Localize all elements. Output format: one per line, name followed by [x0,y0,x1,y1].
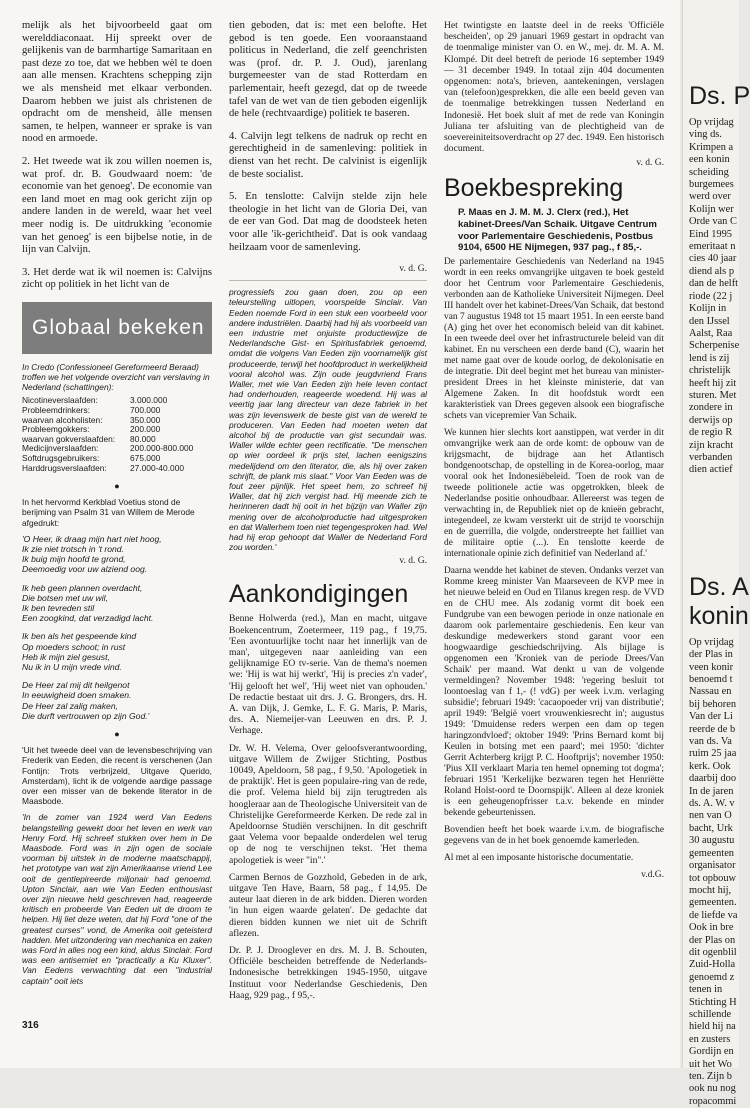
next-page-column-2 [689,637,739,1108]
stats-value: 80.000 [130,433,156,444]
next-page-line: dien actief [689,464,733,476]
next-page-line: ving ds. [689,129,722,141]
stats-label: Probleemgokkers: [22,424,90,435]
next-page-line: veen konir [689,661,734,673]
col1-text-top [22,20,212,292]
next-page-line: cies 40 jaar [689,253,737,265]
next-page-line: den IJssel [689,315,730,327]
review-paragraph: Bovendien heeft het boek waarde i.v.m. de biografische gegevens van de in het boek genoemde kamerleden. [444,824,664,846]
ford-signature: v. d. G. [399,556,427,567]
poem-line: Ik heb geen plannen overdacht, [22,582,143,593]
column-3 [444,20,664,1040]
next-page-line: Ook in bre [689,922,734,934]
stats-value: 27.000-40.000 [130,462,185,473]
poem-line: In eeuwigheid doen smaken. [22,690,132,701]
announcement-item: Dr. P. J. Drooglever en drs. M. J. B. Schouten, Officiële bescheiden betreffende de Nederlands-Indonesische betrekkingen 1945-1950, uitgave Instituut voor Nederlandse Geschiedenis, Den Haag, 929 pag., f 95,-. [229,945,427,1001]
stats-value: 700.000 [130,405,161,416]
next-page-line: organisator [689,860,736,872]
next-page-line: werd over [689,191,731,203]
ford-quote-continued: progressiefs zou gaan doen, zou op een teleurstelling uitlopen, voorspelde Sinclair. Van Eeden noemde Ford in een stuk een voorbeeld voor andere industriëlen. Daarbij had hij als voorbeeld van een industrie met onjuiste productiewijze de Nederlandsche Gist- en Spiritusfabriek genoemd, omdat die volgens Van Eeden zijn voornamelijk gist produceerde, terwijl het hoofdproduct in werkelijkheid vooral alcohol was. Zijn oude jeugdvriend Frans Waller, met wie Van Eeden zijn hele leven contact had onderhouden, reageerde woedend. Hij was al veertig jaar lang directeur van deze fabriek in het was zijn levenswerk de beste gist van de wereld te produceren. Van Eeden had moeten weten dat alcohol bij de productie van gist secundair was. Waller wilde echter geen rectificatie. "De menschen op wier oordeel ik prijs stel, lachen eenigszins medelijdend om den literator, die, als hij over zaken schrijft, de plank mis slaat." Voor Van Eeden was de fout zeer pijnlijk. Het speet hem, zo schreef hij Waller, dat hij zich vergist had. Hij meende zich te herinneren dadt hij ooit in het bijzijn van Waller zijn mening over de alcoholproductie had uitgesproken en dat Wallerhem toen niet tegengesproken had. Wel had hij erop gehoopt dat Waller de Nederland Ford zou worden.' [229,287,427,553]
review-paragraph: De parlementaire Geschiedenis van Nederland na 1945 wordt in een reeks omvangrijke uitgaven te boek gesteld door het Centrum voor Parlementaire Geschiedenis, verbonden aan de Katholieke Universiteit Nijmegen. Deel III handelt over het kabinet-Drees/Van Schaik, dat bestond van 7 augustus 1948 tot 15 maart 1951. In een eerste band (A) ging het over het economisch beleid van dit kabinet. In een tweede deel over het infrastructurele beleid van dit kabinet. En nu verscheen een derde band (C), waarin het met name gaat over de koude oorlog, de dekolonisatie en de integratie. Dit deel begint met het bureau van minister-president Drees in het kleinste ministerie, dat van Algemene Zaken. In dit hoofdstuk wordt een karakteristiek van Drees gegeven alsook een biografische schets van vicepremier Van Schaik. [444,256,664,421]
stats-value: 200.000-800.000 [130,443,194,454]
next-page-line: ten. Zijn b [689,1071,732,1082]
poem-line: Ik ben tevreden stil [22,603,95,614]
poem-line: 'O Heer, ik draag mijn hart niet hoog, [22,533,162,544]
next-page-line: de regio R [689,427,733,439]
paragraph: 4. Calvijn legt telkens de nadruk op recht en gerechtigheid in de samenleving: politiek in dienst van het recht. De calvinist is eigenlijk de beste socialist. [229,130,427,180]
next-page-line: uit het Wo [689,1058,732,1070]
review-paragraph: Daarna wendde het kabinet de steven. Ondanks verzet van Romme kreeg minister Van Maarseveen de KVP mee in het nieuwe beleid en Oud en Tilanus kregen resp. de VVD en de CHU mee. Als zodanig vormt dit boek een Fundgrube van een bewogen periode in onze nationale en daarom ook parlementaire geschiedenis. Een keur van deskundige medewerkers stond garant voor een hoogwaardige geschiedschrijving. Als bijlage is opgenomen een 'Kroniek van de periode Drees/Van Schaik' per maand. Wat denkt u van de volgende vermeldingen? November 1948: 'regering besluit tot loontoeslag van f 1,- (! vdG) per week i.v.m. verlaging subsidie'; februari 1949: 'cacaopoeder vrij van distributie'; april 1949: 'België voert vrouwenkiesrecht in'; augustus 1949: 'Dmuidense reders werpen een dam op tegen haringzondvloed'; oktober 1949: 'Prins Bernard komt bij Keulen in botsing met een paard'; mei 1950: 'dichter Gerrit Achterberg krijgt P. C. Hooftprijs'; november 1950: 'Pius XII verklaart Maria ten hemel opneming tot dogma'; februari 1951 'Kerkelijke bezwaren tegen het Henriëtte Roland Holst-oord te Doornspijk'. Alleen al deze kroniek is een geheugenopfrisser t.a.v. bekende en minder bekende gebeurtenissen. [444,565,664,818]
boekbespreking-book-info: P. Maas en J. M. M. J. Clerx (red.), Het kabinet-Drees/Van Schaik. Uitgave Centrum voor Parlementaire Geschiedenis, Postbus 9104, 6500 HE Nijmegen, 937 pag., f 85,-. [458,207,657,254]
addiction-stats-table [22,396,193,473]
section-bullet-2: ● [114,729,120,740]
next-page-line: tot opbouw [689,872,737,884]
next-page-line: lend is zij [689,352,730,364]
next-page-line: genoemd z [689,971,735,983]
next-page-line: zondere in [689,402,733,414]
next-page-line: christelijk [689,365,731,377]
next-page-line: en zusters [689,1033,731,1045]
next-page-line: reerde de b [689,723,736,735]
globaal-bekeken-title: Globaal bekeken [32,315,205,339]
stats-label: Medicijnverslaafden: [22,443,99,454]
col2-signature: v. d. G. [399,264,427,275]
announcement-item: Dr. W. H. Velema, Over geloofsverantwoording, uitgave Willem de Zwijger Stichting, Postbus 10049, Apeldoorn, 58 pag., f 9,50. 'Apologetiek in de praktijk'. Het is geen populaire-ring van de rede, die prof. Velema hield bij zijn terugtreden als hoogleraar aan de Theologische Universiteit van de Christelijke Gereformeerde Kerken. De rede zal in Apeldoornse Studiën verschijnen. In dit geschrift gaat Velema voor bepaalde onderdelen wel terug op de nog te verschijnen tekst. 'Het thema apologetiek is weer "in".' [229,742,427,866]
next-page-line: benoemd t [689,674,733,685]
kerkblad-intro: In het hervormd Kerkblad Voetius stond de berijming van Psalm 31 van Willem de Merode afgedrukt: [22,497,195,528]
next-page-line: Op vrijdag [689,636,734,648]
paragraph: 2. Het tweede wat ik zou willen noemen is, wat prof. dr. B. Goudwaard noem: 'de economie van het genoeg'. De economie van een land moet en mag ook gericht zijn op andere landen in de wereld, waar het veel meer nodig is. De uitdrukking 'economie van het genoeg' is een bijbelse notie, in de lijn van Calvijn. [22,155,212,256]
stats-value: 200.000 [130,424,161,435]
next-page-line: Nassau en [689,686,732,698]
paragraph: melijk als het bijvoorbeeld gaat om werelddiaconaat. Hij spreekt over de gelijkenis van de barmhartige Samaritaan en past deze zo toe, dat we hebben wèl te doen aan alle mensen. Krachtens schepping zijn we als mensheid met elkaar verbonden. Daarom hebben we juist als christenen de opdracht om de mensheid, àlle mensen samen, te helpen, wanneer er sprake is van nood en armoede. [22,20,212,145]
next-page-line: der Plas on [689,934,736,946]
stats-value: 3.000.000 [130,395,168,406]
column-2 [229,20,427,1040]
boekbespreking-heading: Boekbespreking [444,174,624,203]
boekbespreking-signature: v.d.G. [641,869,664,880]
next-page-line: Eind 1995 [689,228,733,240]
poem-line: Ik buig mijn hoofd te grond, [22,554,126,565]
next-page-heading-1: Ds. P [689,82,750,110]
poem-line: Ik ben als het gespeende kind [22,631,137,642]
next-page-line: hield hij na [689,1021,736,1033]
next-page-line: riode (22 j [689,290,733,302]
announcement-item: Benne Holwerda (red.), Man en macht, uitgave Boekencentrum, Zoetermeer, 119 pag., f 19,75. 'Een avontuurlijke tocht naar het innerlijk van de man', uitgegeven naar aanleiding van een gelijknamige EO tv-serie. Van de thema's noemen we: 'Hij is wat hij werkt', 'Hij is precies z'n vader', 'Hij gelooft het wel', 'Hij weet niet van ophouden.' De redactie bestaat uit drs. J. G. Brongers, drs. H. A. van Dijk, J. Gemke, L. F. G. Maris, P. Maris, drs. A. Niemeijer-van Leeuwen en drs. P. J. Verhage. [229,613,427,737]
next-page-line: emeritaat n [689,241,736,253]
next-page-line: mocht hij, [689,884,732,896]
boekbespreking-body [444,257,664,864]
next-page-line: diend als p [689,265,735,277]
next-page-line: Orde van C [689,216,737,228]
paragraph: tien geboden, dat is: met een belofte. Het gebod is ten goede. Een vooraanstaand politicus in Nederland, die zelf geenchristen was (prof. dr. P. J. Oud), jarenlang burgemeester van de stad Rotterdam en parlementair, heeft gezegd, dat op de tweede tafel van de wet van de tien geboden eigenlijk de hele (rechtvaardige) politiek te baseren. [229,20,427,120]
next-page-line: Gordijn en [689,1046,734,1058]
next-page-line: de liefde va [689,909,738,921]
announcement-item: Carmen Bernos de Gozzhold, Gebeden in de ark, uitgave Ten Have, Baarn, 58 pag., f 14,95. De auteur laat dieren in de ark bidden. Dieren worden 'in hun eigen waarde gelaten'. De gedachte dat dieren bidden kunnen we niet uit de Schrift aflezen. [229,871,427,939]
poem-line: Nu ik in U mijn vrede vind. [22,662,122,673]
next-page-heading-2a: Ds. A [689,572,749,601]
col2-text-top [229,20,427,254]
next-page-line: Kolijn wer [689,203,734,215]
officiele-bescheiden-review: Het twintigste en laatste deel in de reeks 'Officiële bescheiden', op 29 januari 1969 gestart in opdracht van de toenmalige minister van O. en W., mej. dr. M. A. M. Klompé. Dit deel betreft de periode 16 september 1949 — 31 december 1949. In totaal zijn 404 documenten opgenomen: nota's, brieven, aantekeningen, verslagen van (telefoon)gesprekken, die alle een beeld geven van de toenmalige betrekkingen tussen Nederland en Indonesië. Het boek sluit af met de rede van Koningin Juliana ter afsluiting van de plechtigheid van de soevereiniteitsoverdracht op 27 dec. 1949. Een historisch document. [444,20,664,155]
stats-label: Softdrugsgebruikers: [22,453,100,464]
next-page-line: dit ogenblil [689,946,737,958]
next-page-line: heeft hij zit [689,377,737,389]
globaal-bekeken-banner [22,302,212,354]
psalm-stanza-2 [22,583,212,624]
stats-label: Harddrugsverslaafden: [22,462,107,473]
next-page-fragment [682,0,750,1107]
next-page-line: schillende [689,1008,732,1020]
poem-line: Ik zie niet trotsch in 't rond. [22,544,124,555]
next-page-line: dan de helft [689,278,739,290]
poem-line: Die botsen met uw wil, [22,592,108,603]
next-page-line: Op vrijdag [689,117,734,128]
poem-line: Heb ik mijn ziel gesust, [22,651,110,662]
next-page-line: Van der Li [689,711,733,723]
stats-label: waarvan alcoholisten: [22,414,103,425]
next-page-line: Aalst, Raa [689,327,733,339]
next-page-line: In de jaren [689,785,734,797]
next-page-line: verbanden [689,451,733,463]
next-page-line: kerk. Ook [689,760,731,772]
column-1 [22,20,212,1020]
poem-line: De Heer zal zalig maken, [22,700,119,711]
next-page-line: Stichting H [689,996,737,1008]
next-page-line: der Plas in [689,649,733,661]
stats-label: waarvan gokverslaafden: [22,433,116,444]
poem-line: Op moeders schoot; in rust [22,641,126,652]
globaal-intro: In Credo (Confessioneel Gereformeerd Beraad) troffen we het volgende overzicht van verslaving in Nederland (schattingen): [22,361,210,393]
next-page-line: gemeenten [689,847,735,859]
next-page-line: Krimpen a [689,141,734,153]
stats-label: Probleemdrinkers: [22,405,90,416]
aankondigingen-list [229,613,427,1001]
section-bullet: ● [114,481,120,492]
next-page-line: scheiding [689,166,729,178]
next-page-line: burgemees [689,179,734,191]
stats-label: Nicotineverslaafden: [22,395,98,406]
next-page-line: bij behoren [689,698,737,710]
review-paragraph: Al met al een imposante historische documentatie. [444,852,634,863]
next-page-line: 30 augustu [689,835,735,847]
poem-line: Een zoogkind, dat verzadigd lacht. [22,613,154,624]
ford-intro: 'Uit het tweede deel van de levensbeschrijving van Frederik van Eeden, die recent is verschenen (Jan Fontijn: Trots verbrijzeld, Uitgave Querido, Amsterdam), licht ik de volgende aardige passage over een misser van de bekende literator in de Maasbode. [22,745,212,807]
aankondigingen-heading: Aankondigingen [229,580,409,609]
next-page-line: derwijs op [689,414,733,426]
divider [229,280,427,281]
next-page-line: bacht, Urk [689,822,733,834]
paragraph: 3. Het derde wat ik wil noemen is: Calvijns zicht op politiek in het licht van de [22,266,212,291]
next-page-line: ds. A. W. v [689,798,735,810]
psalm-stanza-1 [22,534,212,575]
stats-value: 350.000 [130,414,161,425]
paragraph: 5. En tenslotte: Calvijn stelde zijn hele theologie in het licht van de Gloria Dei, van de eer van God. Dat mag de doodsteek heten voor alle 'ik-gerichtheid'. Dat is ook vandaag heilzaam voor de samenleving. [229,191,427,253]
next-page-heading-2b: konin [689,601,749,630]
next-page-line: Zuid-Holla [689,959,736,971]
ford-quote-start: 'In de zomer van 1924 werd Van Eedens belangstelling gewekt door het leven en werk van Henry Ford. Hij schreef stukken over hem in De Maasbode. Ford was in zijn ogen de sociale voorman bij uitstek in de moderne maatschappij, het prototype van wat zijn Amerikaanse vriend Lee ooit de gentlepireerde miljonair had genoemd. Upton Sinclair, aan wie Van Eeden enthousiast over zijn nieuwe held geschreven had, reageerde kritisch en probeerde Van Eeden uit de droom te helpen. Hij liet deze weten, dat hij Ford "one of the greatest curses" vond, de Amerika ooit geteisterd hadden. Met uitzondering van mechanica en zaken was Ford in alles nog een kind, aldus Sinclair. Ford was een antisemiet en "practically a Ku Kluxer". Van Eedens verwachting dat een "industrial captain" ooit iets [22,812,212,986]
col3-top-signature: v. d. G. [636,158,664,169]
next-page-line: gemeenten. [689,897,737,909]
psalm-stanza-4 [22,680,212,721]
psalm-stanza-3 [22,631,212,672]
next-page-line: ruim 25 jaa [689,748,737,760]
stats-value: 675.000 [130,453,161,464]
review-paragraph: We kunnen hier slechts kort aanstippen, wat verder in dit omvangrijke werk aan de orde komt: de opbouw van de krijgsmacht, de bijdrage aan het Atlantisch bondgenootschap, de opstelling in de Korea-oorlog, maar vooral ook het Indonesiëbeleid. 'Toen de rook van de tweede politionele actie was opgetrokken, bleek de Nederlandse positie onhoudbaar. Allereerst was tegen de verwachting in, de Republiek niet op de knieën gebracht, integendeel, ze kwam versterkt uit de strijd te voorschijn en de guerrilla, die volgde, onderstreepte het failliet van de militaire optie (...). En tenslotte keerde de internationale opinie zich definitief van Nederland af.' [444,427,664,559]
poem-line: De Heer zal mij dit heilgenot [22,680,130,691]
stats-row [22,464,193,474]
poem-line: Die durft vertrouwen op zijn God.' [22,710,150,721]
next-page-line: daarbij doo [689,773,737,785]
next-page-column-1 [689,117,739,477]
next-page-line: nen van O [689,810,732,822]
next-page-line: sturen. Met [689,389,737,401]
next-page-line: zijn kracht [689,439,734,451]
page-number: 316 [22,1020,39,1031]
next-page-line: ook nu nog [689,1083,736,1095]
next-page-line: een konin [689,154,730,166]
next-page-line: ropacommi [689,1095,737,1107]
next-page-line: Scherpenise [689,340,740,352]
next-page-line: Kolijn in [689,303,727,315]
next-page-line: van ds. Va [689,736,732,748]
next-page-line: tenen in [689,984,723,996]
poem-line: Deemoedig voor uw alziend oog. [22,564,148,575]
